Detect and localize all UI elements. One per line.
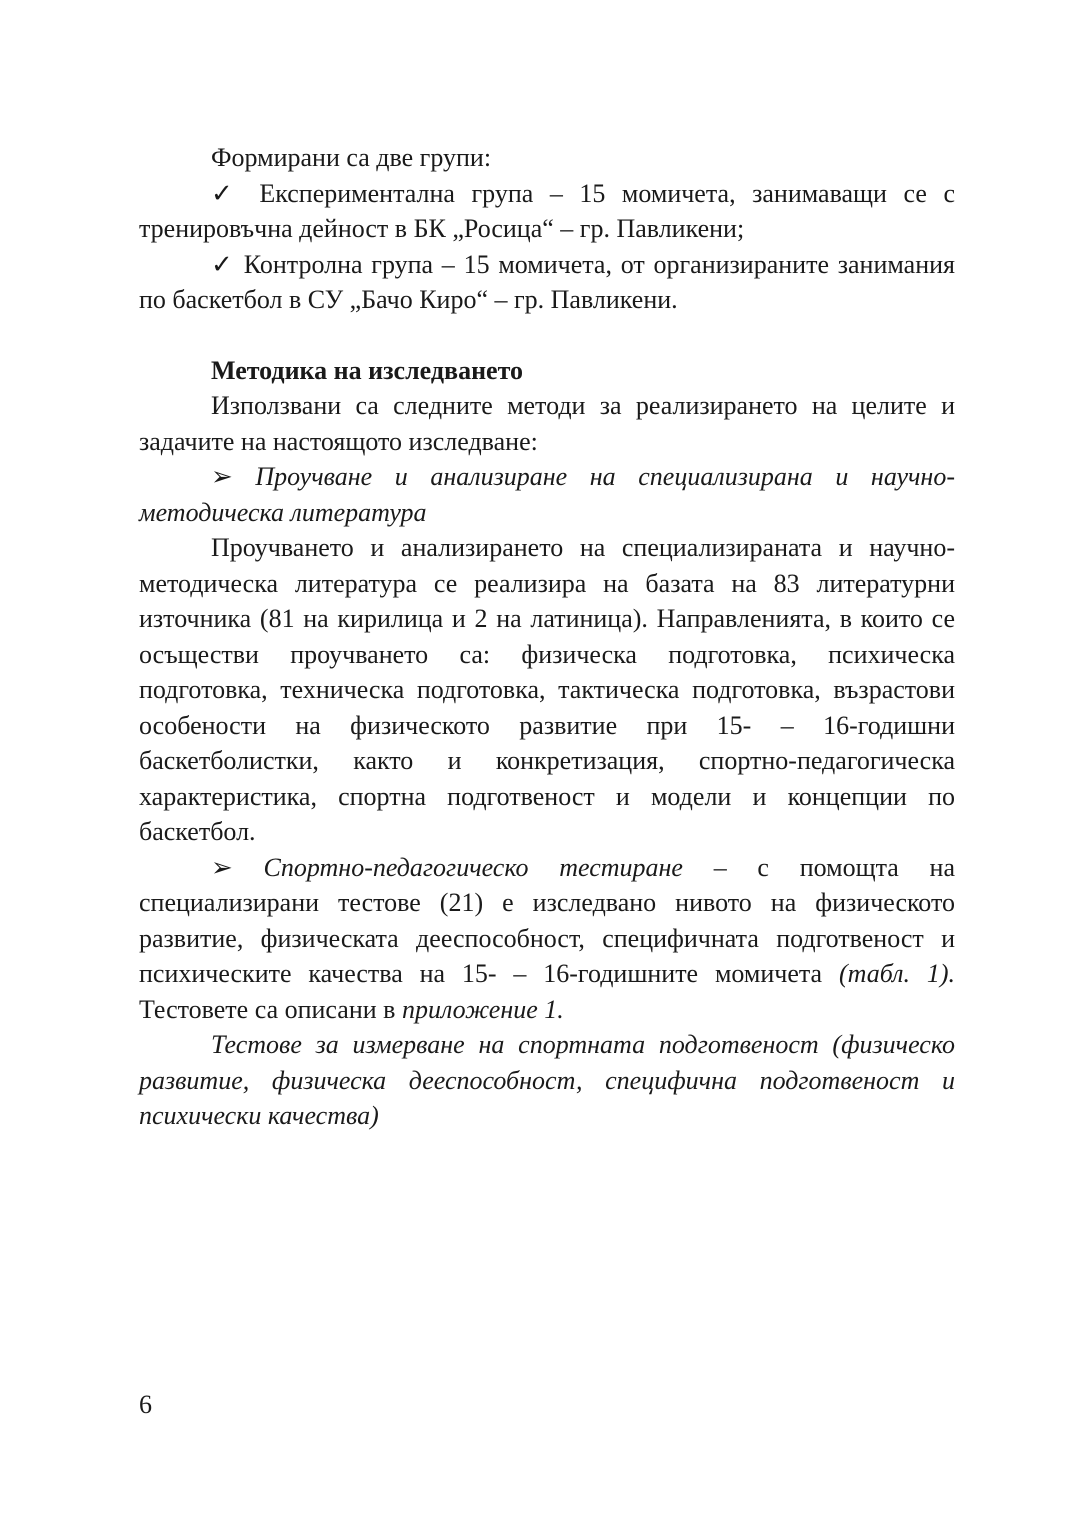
groups-intro: Формирани са две групи: xyxy=(211,143,492,172)
checkmark-icon: ✓ xyxy=(211,249,236,279)
method-testing-body-b: Тестовете са описани в xyxy=(139,994,402,1024)
table-reference: (табл. 1). xyxy=(838,959,955,988)
tests-caption: Тестове за измерване на спортната подготвеност (физическо развитие, физическа дееспособност, специфична подготвеност и психически качества) xyxy=(139,1030,955,1130)
group-experimental xyxy=(139,176,955,247)
checkmark-icon: ✓ xyxy=(211,178,243,208)
document-body xyxy=(139,140,955,1134)
appendix-reference: приложение 1. xyxy=(401,994,564,1024)
arrow-bullet-icon: ➢ xyxy=(211,852,233,882)
group-control xyxy=(139,247,955,318)
group-experimental-text: Експериментална група – 15 момичета, занимаващи се с тренировъчна дейност в БК „Росица“ – гр. Павликени; xyxy=(139,178,955,243)
method-testing xyxy=(139,850,955,1028)
section-heading: Методика на изследването xyxy=(211,355,524,385)
method-literature-title xyxy=(139,459,955,530)
page-number: 6 xyxy=(139,1390,152,1419)
method-literature-body: Проучването и анализирането на специализираната и научно-методическа литература се реализира на базата на 83 литературни източника (81 на кирилица и 2 на латиница). Направленията, в които се осъществи проучването са: физическа подготовка, психическа подготовка, техническа подготовка, тактическа подготовка, възрастови особености на физическото развитие при 15- – 16-годишни баскетболистки, както и конкретизация, спортно-педагогическа характеристика, спортна подготвеност и модели и концепции по баскетбол. xyxy=(139,533,955,846)
method-testing-body-a: – с помощта на специализирани тестове (21) е изследвано нивото на физическото развитие, физическата дееспособност, специфичната подготвеност и психическите качества на 15- – 16-годишните момичета xyxy=(139,852,955,988)
group-control-text: Контролна група – 15 момичета, от организираните занимания по баскетбол в СУ „Бачо Киро“ – гр. Павликени. xyxy=(139,249,955,314)
paragraph-gap xyxy=(139,318,955,353)
method-testing-title: Спортно-педагогическо тестиране xyxy=(232,852,683,882)
methods-intro: Използвани са следните методи за реализирането на целите и задачите на настоящото изследване: xyxy=(139,391,955,456)
method-literature-title-text: Проучване и анализиране на специализирана и научно-методическа литература xyxy=(139,462,955,527)
arrow-bullet-icon: ➢ xyxy=(211,462,233,491)
